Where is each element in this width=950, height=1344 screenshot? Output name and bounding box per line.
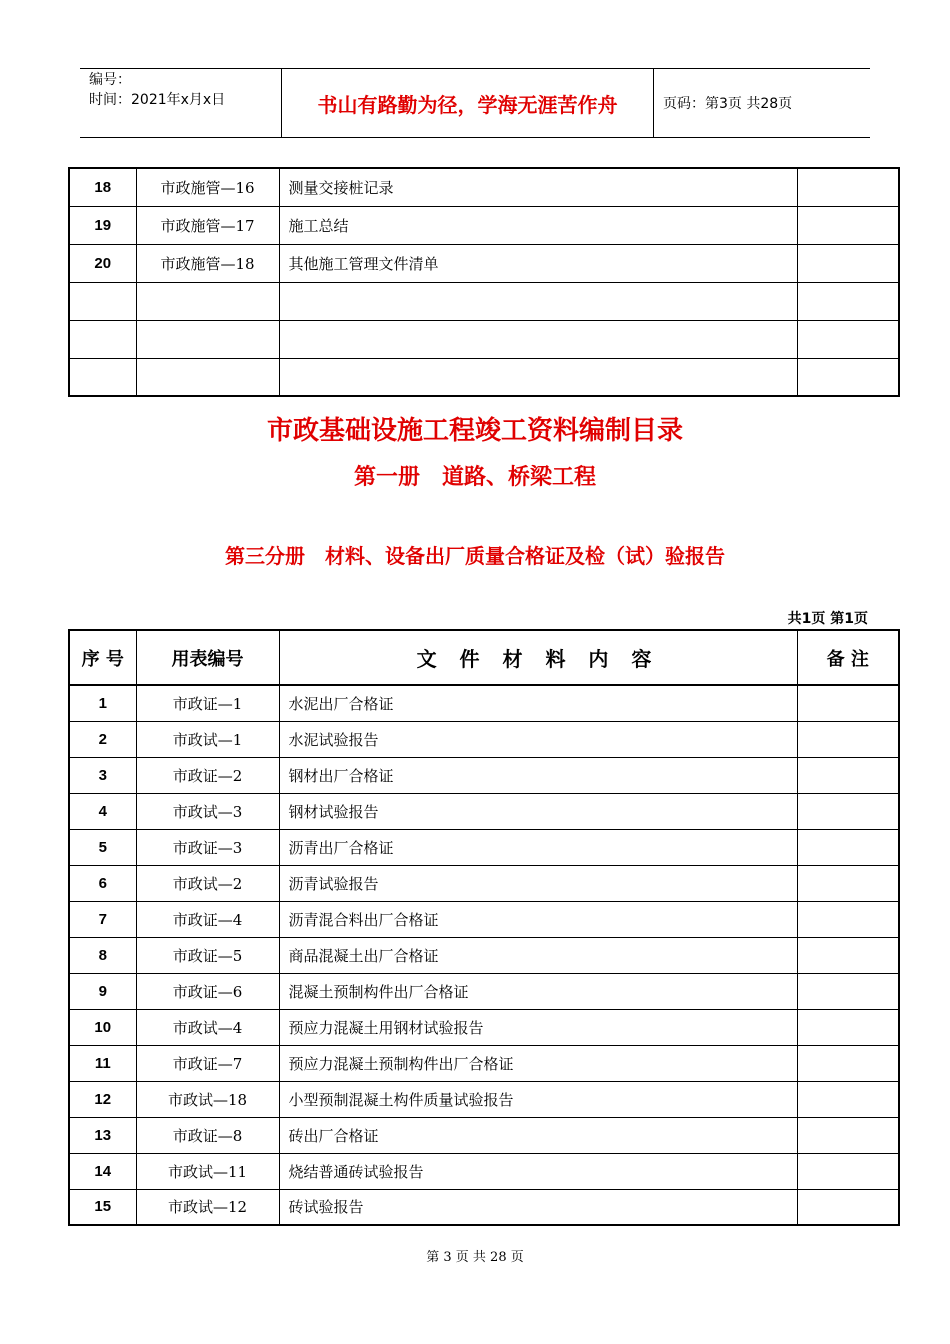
table-row	[69, 937, 899, 973]
table-row	[69, 358, 899, 396]
row-note	[797, 721, 899, 757]
row-content: 钢材出厂合格证	[279, 757, 797, 793]
table-header-row	[69, 630, 899, 685]
table-row	[69, 206, 899, 244]
row-code: 市政施管—18	[136, 244, 279, 282]
row-content: 商品混凝土出厂合格证	[279, 937, 797, 973]
row-code: 市政试—4	[136, 1009, 279, 1045]
table-row	[69, 685, 899, 721]
header-content: 文 件 材 料 内 容	[279, 630, 797, 685]
row-note	[797, 168, 899, 206]
row-number: 2	[69, 721, 136, 757]
row-number	[69, 282, 136, 320]
row-number: 12	[69, 1081, 136, 1117]
row-number: 11	[69, 1045, 136, 1081]
row-code: 市政证—6	[136, 973, 279, 1009]
row-content: 沥青出厂合格证	[279, 829, 797, 865]
table-row	[69, 1189, 899, 1225]
row-note	[797, 1153, 899, 1189]
motto: 书山有路勤为径，学海无涯苦作舟	[282, 69, 654, 137]
table-row	[69, 901, 899, 937]
row-number: 19	[69, 206, 136, 244]
row-content: 测量交接桩记录	[279, 168, 797, 206]
row-note	[797, 973, 899, 1009]
document-title: 市政基础设施工程竣工资料编制目录	[266, 416, 683, 446]
row-number: 3	[69, 757, 136, 793]
row-number: 18	[69, 168, 136, 206]
row-note	[797, 1045, 899, 1081]
row-content: 砖出厂合格证	[279, 1117, 797, 1153]
row-code: 市政证—3	[136, 829, 279, 865]
row-code: 市政试—3	[136, 793, 279, 829]
section-title: 第三分册 材料、设备出厂质量合格证及检（试）验报告	[225, 544, 725, 568]
row-note	[797, 829, 899, 865]
row-note	[797, 793, 899, 829]
number-label: 编号：	[89, 72, 131, 88]
header-code: 用表编号	[136, 630, 279, 685]
row-note	[797, 1009, 899, 1045]
table-row	[69, 1081, 899, 1117]
row-code: 市政证—8	[136, 1117, 279, 1153]
row-note	[797, 1117, 899, 1153]
row-note	[797, 1189, 899, 1225]
row-note	[797, 358, 899, 396]
row-number: 14	[69, 1153, 136, 1189]
row-content: 水泥试验报告	[279, 721, 797, 757]
table-row	[69, 865, 899, 901]
continuation-table	[68, 167, 900, 397]
row-code	[136, 282, 279, 320]
row-content: 沥青混合料出厂合格证	[279, 901, 797, 937]
table-row	[69, 1045, 899, 1081]
page-label: 页码：第3页 共28页	[663, 96, 793, 112]
row-code: 市政试—2	[136, 865, 279, 901]
table-row	[69, 1009, 899, 1045]
row-content: 混凝土预制构件出厂合格证	[279, 973, 797, 1009]
row-number: 10	[69, 1009, 136, 1045]
row-code: 市政施管—16	[136, 168, 279, 206]
row-code: 市政试—12	[136, 1189, 279, 1225]
row-note	[797, 282, 899, 320]
row-note	[797, 244, 899, 282]
page-header	[80, 68, 870, 138]
volume-title: 第一册 道路、桥梁工程	[353, 465, 596, 490]
time-label: 时间：2021年x月x日	[89, 92, 226, 108]
table-row	[69, 793, 899, 829]
table-row	[69, 829, 899, 865]
row-note	[797, 901, 899, 937]
header-no: 序 号	[69, 630, 136, 685]
row-code: 市政试—11	[136, 1153, 279, 1189]
row-content	[279, 282, 797, 320]
table-row	[69, 757, 899, 793]
table-row	[69, 168, 899, 206]
row-number: 13	[69, 1117, 136, 1153]
row-note	[797, 757, 899, 793]
row-number: 20	[69, 244, 136, 282]
row-code	[136, 320, 279, 358]
page-footer: 第 3 页 共 28 页	[426, 1250, 524, 1265]
row-code: 市政证—7	[136, 1045, 279, 1081]
row-content	[279, 320, 797, 358]
row-content: 沥青试验报告	[279, 865, 797, 901]
row-note	[797, 1081, 899, 1117]
table-page-info: 共1页 第1页	[787, 611, 868, 627]
table-row	[69, 721, 899, 757]
row-number: 1	[69, 685, 136, 721]
header-note: 备 注	[797, 630, 899, 685]
row-number: 5	[69, 829, 136, 865]
row-code: 市政证—2	[136, 757, 279, 793]
row-code: 市政证—4	[136, 901, 279, 937]
row-number	[69, 358, 136, 396]
row-content: 烧结普通砖试验报告	[279, 1153, 797, 1189]
row-code: 市政证—5	[136, 937, 279, 973]
row-content	[279, 358, 797, 396]
catalog-table	[68, 629, 900, 1226]
row-note	[797, 937, 899, 973]
row-content: 钢材试验报告	[279, 793, 797, 829]
table-row	[69, 320, 899, 358]
row-content: 施工总结	[279, 206, 797, 244]
row-code: 市政证—1	[136, 685, 279, 721]
row-note	[797, 206, 899, 244]
row-code: 市政试—18	[136, 1081, 279, 1117]
row-number: 9	[69, 973, 136, 1009]
row-content: 预应力混凝土用钢材试验报告	[279, 1009, 797, 1045]
table-row	[69, 973, 899, 1009]
row-note	[797, 865, 899, 901]
row-content: 水泥出厂合格证	[279, 685, 797, 721]
row-content: 预应力混凝土预制构件出厂合格证	[279, 1045, 797, 1081]
table-row	[69, 282, 899, 320]
row-content: 其他施工管理文件清单	[279, 244, 797, 282]
row-number: 6	[69, 865, 136, 901]
row-code: 市政施管—17	[136, 206, 279, 244]
row-code	[136, 358, 279, 396]
table-row	[69, 244, 899, 282]
row-number: 4	[69, 793, 136, 829]
row-content: 小型预制混凝土构件质量试验报告	[279, 1081, 797, 1117]
table-row	[69, 1117, 899, 1153]
row-number: 8	[69, 937, 136, 973]
row-number: 15	[69, 1189, 136, 1225]
row-content: 砖试验报告	[279, 1189, 797, 1225]
row-note	[797, 685, 899, 721]
row-note	[797, 320, 899, 358]
row-number	[69, 320, 136, 358]
table-row	[69, 1153, 899, 1189]
row-code: 市政试—1	[136, 721, 279, 757]
header-meta	[80, 69, 282, 137]
row-number: 7	[69, 901, 136, 937]
